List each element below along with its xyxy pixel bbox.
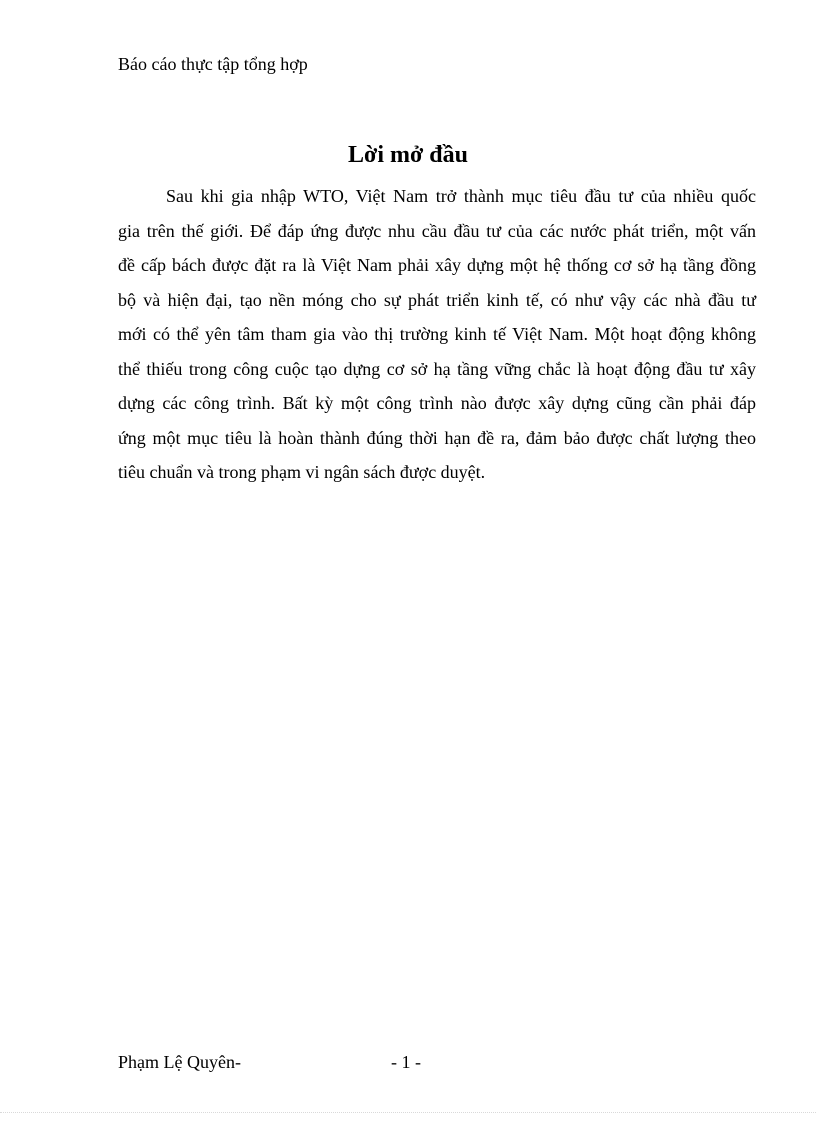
page-edge-divider xyxy=(0,1112,816,1113)
paragraph-line: ứng một mục tiêu là hoàn thành đúng thời hạn đề ra, đảm bảo được chất lượng theo xyxy=(118,427,756,448)
paragraph-line: Sau khi gia nhập WTO, Việt Nam trở thành mục tiêu đầu tư của nhiều quốc xyxy=(166,186,756,206)
paragraph-line: gia trên thế giới. Để đáp ứng được nhu cầu đầu tư của các nước phát triển, một vấn xyxy=(118,220,756,241)
footer-author: Phạm Lệ Quyên- xyxy=(118,1052,241,1072)
page-number: - 1 - xyxy=(391,1052,421,1072)
paragraph-line: đề cấp bách được đặt ra là Việt Nam phải xây dựng một hệ thống cơ sở hạ tầng đồng xyxy=(118,255,756,275)
paragraph-line: dựng các công trình. Bất kỳ một công trình nào được xây dựng cũng cần phải đáp xyxy=(118,393,756,413)
page-header: Báo cáo thực tập tổng hợp xyxy=(118,54,308,74)
paragraph-line: mới có thể yên tâm tham gia vào thị trường kinh tế Việt Nam. Một hoạt động không xyxy=(118,324,756,344)
paragraph-line: thể thiếu trong công cuộc tạo dựng cơ sở hạ tầng vững chắc là hoạt động đầu tư xây xyxy=(118,358,756,379)
paragraph-line: bộ và hiện đại, tạo nền móng cho sự phát triển kinh tế, có như vậy các nhà đầu tư xyxy=(118,289,756,310)
paragraph-line: tiêu chuẩn và trong phạm vi ngân sách được duyệt. xyxy=(118,462,486,482)
body-paragraph xyxy=(118,179,756,490)
page-title: Lời mở đầu xyxy=(348,142,468,168)
